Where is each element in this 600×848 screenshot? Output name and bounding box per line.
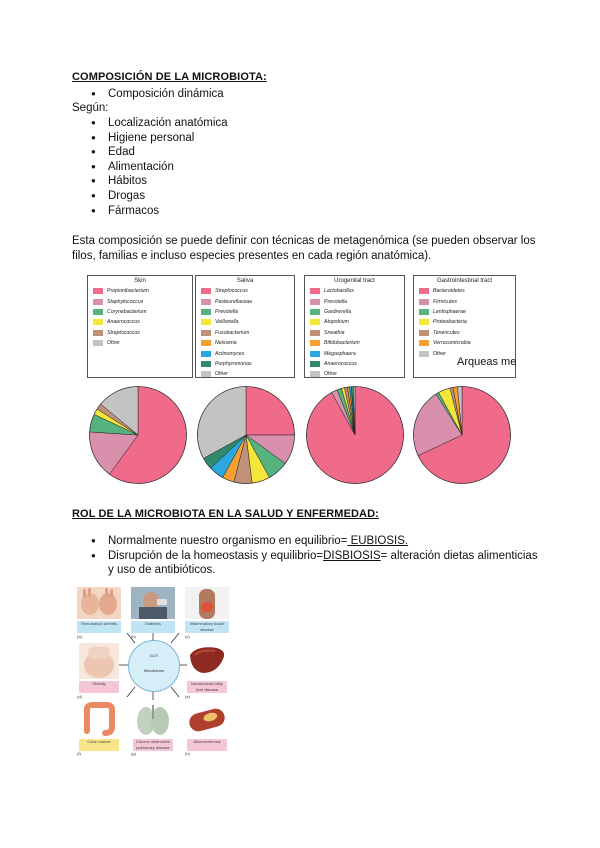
legend-label: Verrucomicrobia [433, 340, 471, 347]
legend-entry [305, 317, 404, 327]
disbiosis-line-2: y uso de antibióticos. [108, 564, 216, 577]
legend-label: Tenericutes [433, 329, 460, 336]
legend-label: Sneathia [324, 329, 345, 336]
eubiosis-text: Normalmente nuestro organismo en equilibrio= [108, 535, 348, 547]
legend-swatch [201, 361, 211, 367]
caption-rheumatoid-arthritis: Rheumatoid arthritis [77, 621, 121, 633]
caption-copd: Chronic obstructive pulmonary disease [133, 739, 173, 751]
legend-entry [305, 338, 404, 348]
pie-saliva [196, 385, 296, 485]
factor-item: ● Hábitos [72, 174, 472, 189]
legend-label: Firmicutes [433, 298, 457, 305]
factor-list [72, 116, 472, 218]
legend-swatch [310, 371, 320, 377]
pie-gastrointestinal [412, 385, 512, 485]
legend-entry [196, 317, 294, 327]
legend-swatch [310, 319, 320, 325]
pie-slice [246, 387, 295, 436]
legend-swatch [93, 319, 103, 325]
panel-letter-h: (h) [185, 751, 190, 756]
legend-entry [305, 296, 404, 306]
legend-entry [414, 296, 515, 306]
factor-item: ● Drogas [72, 189, 472, 204]
caption-diabetes: Diabetes [131, 621, 175, 633]
microbiome-label: Microbiome [143, 668, 165, 673]
legend-swatch [310, 288, 320, 294]
disbiosis-text: Disrupción de la homeostasis y equilibrio= [108, 549, 324, 562]
legend-swatch [419, 299, 429, 305]
legend-entry [305, 359, 404, 369]
legend-entry [414, 338, 515, 348]
legend-swatch [201, 299, 211, 305]
gut-microbiome-circle [128, 640, 180, 692]
disbiosis-definition: = alteración dietas alimenticias [380, 549, 538, 562]
caption-atherosclerosis: Atherosclerosis [187, 739, 227, 751]
archaea-annotation: Arqueas me [457, 356, 517, 368]
legend-entry [196, 296, 294, 306]
legend-swatch [310, 299, 320, 305]
legend-entry [88, 286, 192, 296]
legend-label: Other [215, 371, 228, 378]
legend-swatch [419, 351, 429, 357]
image-diabetes [131, 587, 175, 619]
legend-entry [305, 307, 404, 317]
legend-label: Bifidobacterium [324, 340, 360, 347]
legend-entry [414, 328, 515, 338]
legend-label: Proteobacteria [433, 319, 467, 326]
metagenomics-paragraph [72, 234, 542, 263]
legend-swatch [310, 330, 320, 336]
factor-item: ● Localización anatómica [72, 116, 472, 131]
legend-label: Bacteroidetes [433, 288, 465, 295]
legend-entry [414, 317, 515, 327]
legend-label: Anaerococcus [107, 319, 140, 326]
legend-label: Gardnerella [324, 308, 352, 315]
panel-letter-d: (d) [77, 694, 82, 699]
legend-entry [196, 307, 294, 317]
legend-entry [196, 359, 294, 369]
legend-entry [88, 338, 192, 348]
legend-entry [88, 307, 192, 317]
factor-item: ● Higiene personal [72, 131, 472, 146]
legend-label: Prevotella [324, 298, 348, 305]
legend-label: Other [107, 340, 120, 347]
panel-letter-b: (b) [131, 634, 136, 639]
legend-title: Skin [134, 278, 146, 284]
legend-entry [88, 317, 192, 327]
legend-swatch [310, 351, 320, 357]
disbiosis-term: DISBIOSIS [323, 549, 381, 562]
legend-entry [414, 286, 515, 296]
image-rheumatoid-hands [77, 587, 121, 619]
paragraph-line-2: filos, familias e incluso especies presentes en cada región anatómica). [72, 249, 432, 262]
composition-list [72, 87, 472, 102]
panel-letter-e: (e) [185, 694, 190, 699]
section-title-role: ROL DE LA MICROBIOTA EN LA SALUD Y ENFERMEDAD: [72, 508, 379, 520]
legend-label: Neisseria [215, 340, 237, 347]
image-colon [79, 701, 119, 737]
legend-swatch [201, 319, 211, 325]
legend-swatch [310, 361, 320, 367]
legend-title: Urogenital tract [334, 278, 375, 284]
microbiome-disease-diagram [75, 585, 235, 755]
legend-label: Veillonella [215, 319, 239, 326]
factor-item: ● Edad [72, 145, 472, 160]
panel-letter-f: (f) [77, 751, 81, 756]
image-artery [187, 703, 227, 737]
legend-swatch [93, 340, 103, 346]
paragraph-line-1: Esta composición se puede definir con técnicas de metagenómica (se pueden observar los [72, 235, 536, 247]
legend-swatch [419, 330, 429, 336]
pie-skin [88, 385, 188, 485]
bullet-dynamic-composition: ● Composición dinámica [72, 87, 472, 102]
legend-swatch [419, 319, 429, 325]
bullet-eubiosis [72, 534, 552, 549]
bullet-disbiosis [72, 549, 552, 578]
legend-swatch [201, 351, 211, 357]
legend-label: Anaerococcus [324, 360, 357, 367]
legend-label: Fusobacterium [215, 329, 250, 336]
legend-label: Corynebacterium [107, 308, 147, 315]
legend-swatch [201, 371, 211, 377]
legend-swatch [310, 309, 320, 315]
legend-swatch [93, 330, 103, 336]
legend-entry [88, 328, 192, 338]
eubiosis-term: EUBIOSIS. [347, 535, 409, 547]
pie-urogenital [305, 385, 405, 485]
legend-label: Lentisphaerae [433, 308, 466, 315]
gut-label: GUT [149, 653, 159, 658]
image-lungs [133, 703, 173, 737]
legend-label: Lactobacillus [324, 288, 354, 295]
caption-colon-cancer: Colon cancer [79, 739, 119, 751]
panel-letter-c: (c) [185, 634, 190, 639]
caption-inflammatory-bowel-disease: Inflammatory bowel disease [185, 621, 229, 633]
legend-entry [196, 328, 294, 338]
legend-label: Prevotella [215, 308, 239, 315]
legend-entry [305, 286, 404, 296]
legend-label: Streptococcus [215, 288, 248, 295]
panel-letter-g: (g) [131, 751, 136, 756]
legend-label: Porphyromonas [215, 360, 252, 367]
legend-swatch [419, 340, 429, 346]
legend-entry [196, 338, 294, 348]
image-obesity [79, 643, 119, 679]
legend-swatch [201, 288, 211, 294]
legend-swatch [419, 309, 429, 315]
legend-label: Propionibacterium [107, 288, 149, 295]
legend-entry [196, 286, 294, 296]
legend-swatch [93, 309, 103, 315]
legend-label: Megasphaera [324, 350, 356, 357]
segun-label: Según: [72, 102, 109, 114]
factor-item: ● Fármacos [72, 204, 472, 219]
legend-label: Pasteurellaceae [215, 298, 253, 305]
legend-swatch [93, 299, 103, 305]
legend-entry [305, 328, 404, 338]
legend-entry [305, 369, 404, 379]
legend-swatch [201, 330, 211, 336]
legend-swatch [310, 340, 320, 346]
section-title-composition: COMPOSICIÓN DE LA MICROBIOTA: [72, 71, 267, 83]
legend-label: Other [324, 371, 337, 378]
legend-label: Streptococcus [107, 329, 140, 336]
legend-title: Saliva [236, 278, 254, 284]
legend-entry [88, 296, 192, 306]
legend-swatch [419, 288, 429, 294]
legend-swatch [93, 288, 103, 294]
legend-entry [414, 307, 515, 317]
image-fatty-liver [187, 643, 227, 679]
role-list [72, 534, 552, 578]
legend-label: Staphylococcus [107, 298, 144, 305]
legend-label: Actinomyces [215, 350, 245, 357]
factor-item: ● Alimentación [72, 160, 472, 175]
legend-title: Gastrointestinal tract [436, 278, 493, 284]
legend-entry [305, 348, 404, 358]
legend-urogenital [304, 275, 405, 378]
caption-fatty-liver-disease: Nonalcoholic fatty liver disease [187, 681, 227, 693]
legend-saliva [195, 275, 295, 378]
image-inflammatory-bowel [185, 587, 229, 619]
legend-entry [196, 369, 294, 379]
panel-letter-a: (a) [77, 634, 82, 639]
legend-swatch [201, 340, 211, 346]
legend-label: Atopobium [324, 319, 349, 326]
legend-label: Other [433, 350, 446, 357]
caption-obesity: Obesity [79, 681, 119, 693]
legend-entry [196, 348, 294, 358]
legend-skin [87, 275, 193, 378]
legend-swatch [201, 309, 211, 315]
